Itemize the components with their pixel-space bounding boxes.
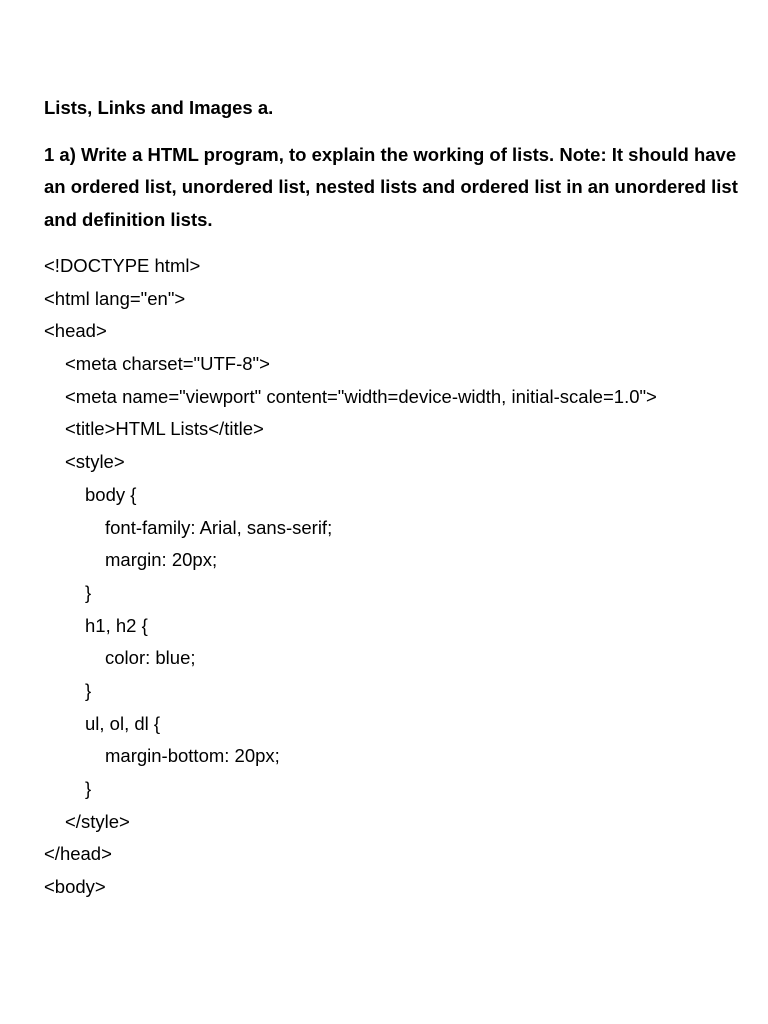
code-line: font-family: Arial, sans-serif; — [105, 516, 333, 538]
code-line: margin-bottom: 20px; — [105, 745, 280, 767]
question-text: 1 a) Write a HTML program, to explain the working of lists. Note: It should have an ordered list, unordered list, nested lists and ordered list in an unordered list and definition lists. — [44, 143, 738, 230]
code-line: <meta name="viewport" content="width=device-width, initial-scale=1.0"> — [65, 385, 657, 407]
code-line: <title>HTML Lists</title> — [65, 418, 264, 440]
code-line: color: blue; — [105, 647, 196, 669]
code-line: </head> — [44, 843, 112, 865]
code-listing — [44, 250, 754, 904]
code-line: body { — [85, 483, 137, 505]
code-line: h1, h2 { — [85, 614, 148, 636]
code-line: <!DOCTYPE html> — [44, 255, 201, 276]
code-line: </style> — [65, 810, 130, 832]
code-line: } — [85, 679, 92, 701]
section-heading: Lists, Links and Images a. — [44, 97, 274, 118]
code-line: } — [85, 778, 92, 799]
code-line: <style> — [65, 451, 125, 473]
code-line: <body> — [44, 876, 106, 898]
code-line: <html lang="en"> — [44, 287, 186, 309]
code-line: margin: 20px; — [105, 549, 218, 571]
code-line: <head> — [44, 320, 107, 342]
document-page — [44, 92, 754, 904]
code-line: } — [85, 581, 92, 603]
code-line: <meta charset="UTF-8"> — [65, 353, 270, 375]
code-line: ul, ol, dl { — [85, 712, 161, 734]
